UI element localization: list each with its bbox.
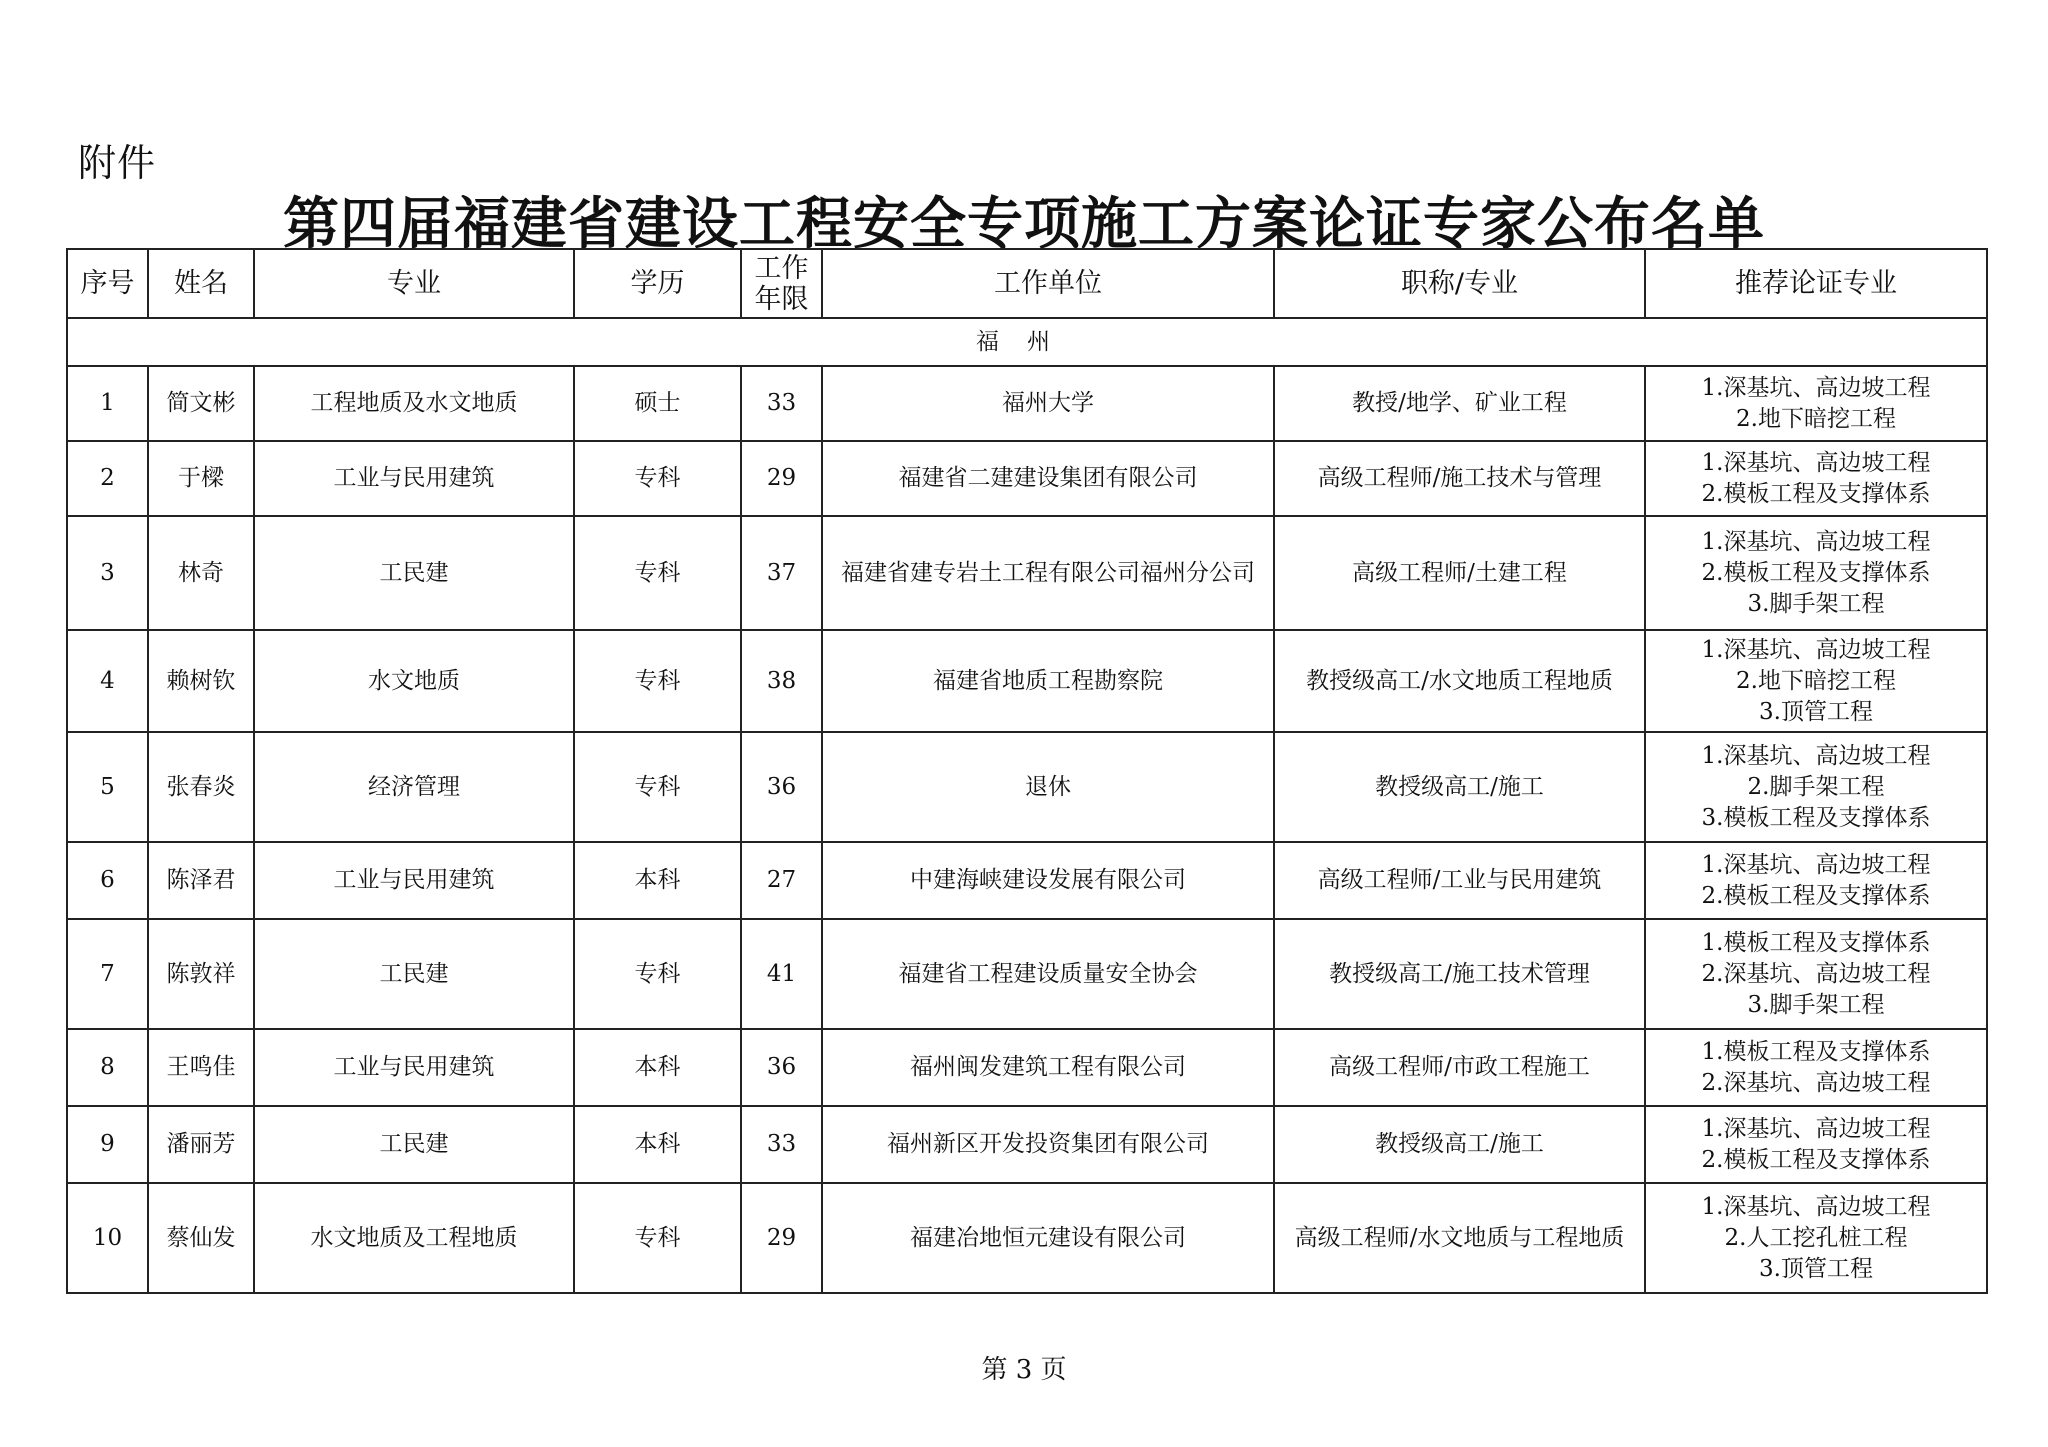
table-body	[67, 318, 1987, 1293]
cell-recommended	[1645, 732, 1987, 842]
recommended-item: 3.脚手架工程	[1747, 991, 1885, 1018]
cell-years: 33	[741, 366, 822, 441]
cell-years: 38	[741, 630, 822, 732]
table-row	[67, 1029, 1987, 1106]
cell-employer: 福建冶地恒元建设有限公司	[822, 1183, 1274, 1293]
attachment-label: 附件	[78, 141, 157, 185]
table-row	[67, 516, 1987, 630]
expert-table	[66, 248, 1988, 1294]
cell-years: 29	[741, 441, 822, 516]
cell-education: 专科	[574, 732, 741, 842]
cell-major: 工民建	[254, 1106, 574, 1183]
cell-no: 3	[67, 516, 148, 630]
cell-no: 2	[67, 441, 148, 516]
cell-education: 硕士	[574, 366, 741, 441]
cell-employer: 福建省二建建设集团有限公司	[822, 441, 1274, 516]
cell-no: 10	[67, 1183, 148, 1293]
recommended-item: 1.模板工程及支撑体系	[1701, 1038, 1931, 1065]
cell-name: 简文彬	[148, 366, 254, 441]
cell-name: 林奇	[148, 516, 254, 630]
recommended-item: 2.模板工程及支撑体系	[1701, 480, 1931, 507]
recommended-item: 2.地下暗挖工程	[1736, 405, 1896, 432]
table-row	[67, 1183, 1987, 1293]
cell-employer: 中建海峡建设发展有限公司	[822, 842, 1274, 919]
recommended-item: 2.深基坑、高边坡工程	[1701, 960, 1931, 987]
cell-major: 水文地质	[254, 630, 574, 732]
region-label: 福州	[67, 318, 1987, 366]
header-years-line1: 工作	[754, 252, 809, 284]
recommended-item: 1.深基坑、高边坡工程	[1701, 742, 1931, 769]
cell-years: 36	[741, 1029, 822, 1106]
cell-title-major: 教授/地学、矿业工程	[1274, 366, 1645, 441]
cell-no: 4	[67, 630, 148, 732]
cell-recommended	[1645, 441, 1987, 516]
cell-title-major: 高级工程师/施工技术与管理	[1274, 441, 1645, 516]
header-years	[741, 249, 822, 318]
cell-name: 张春炎	[148, 732, 254, 842]
cell-recommended	[1645, 516, 1987, 630]
header-employer: 工作单位	[822, 249, 1274, 318]
table-row	[67, 842, 1987, 919]
recommended-item: 1.深基坑、高边坡工程	[1701, 1115, 1931, 1142]
cell-major: 工民建	[254, 919, 574, 1029]
recommended-item: 1.深基坑、高边坡工程	[1701, 449, 1931, 476]
recommended-item: 1.深基坑、高边坡工程	[1701, 636, 1931, 663]
table-row	[67, 630, 1987, 732]
table-row	[67, 732, 1987, 842]
cell-recommended	[1645, 1029, 1987, 1106]
recommended-item: 2.模板工程及支撑体系	[1701, 559, 1931, 586]
cell-education: 专科	[574, 516, 741, 630]
cell-no: 8	[67, 1029, 148, 1106]
cell-recommended	[1645, 1183, 1987, 1293]
recommended-item: 3.顶管工程	[1759, 698, 1873, 725]
header-education: 学历	[574, 249, 741, 318]
cell-years: 33	[741, 1106, 822, 1183]
cell-recommended	[1645, 366, 1987, 441]
cell-education: 专科	[574, 630, 741, 732]
recommended-item: 3.脚手架工程	[1747, 590, 1885, 617]
cell-name: 潘丽芳	[148, 1106, 254, 1183]
cell-major: 工民建	[254, 516, 574, 630]
cell-title-major: 教授级高工/施工	[1274, 732, 1645, 842]
cell-no: 7	[67, 919, 148, 1029]
cell-no: 9	[67, 1106, 148, 1183]
recommended-item: 2.深基坑、高边坡工程	[1701, 1069, 1931, 1096]
header-years-line2: 年限	[754, 283, 809, 315]
cell-recommended	[1645, 919, 1987, 1029]
cell-recommended	[1645, 630, 1987, 732]
cell-major: 水文地质及工程地质	[254, 1183, 574, 1293]
recommended-item: 2.人工挖孔桩工程	[1724, 1224, 1908, 1251]
cell-title-major: 高级工程师/市政工程施工	[1274, 1029, 1645, 1106]
cell-major: 工程地质及水文地质	[254, 366, 574, 441]
cell-employer: 福州新区开发投资集团有限公司	[822, 1106, 1274, 1183]
cell-years: 41	[741, 919, 822, 1029]
cell-major: 工业与民用建筑	[254, 1029, 574, 1106]
recommended-item: 1.深基坑、高边坡工程	[1701, 851, 1931, 878]
cell-recommended	[1645, 1106, 1987, 1183]
header-no: 序号	[67, 249, 148, 318]
cell-years: 37	[741, 516, 822, 630]
recommended-item: 1.深基坑、高边坡工程	[1701, 1193, 1931, 1220]
recommended-item: 2.地下暗挖工程	[1736, 667, 1896, 694]
recommended-item: 2.脚手架工程	[1747, 773, 1885, 800]
header-title-major: 职称/专业	[1274, 249, 1645, 318]
cell-title-major: 教授级高工/施工	[1274, 1106, 1645, 1183]
cell-employer: 福州大学	[822, 366, 1274, 441]
cell-name: 陈泽君	[148, 842, 254, 919]
cell-no: 5	[67, 732, 148, 842]
table-row	[67, 441, 1987, 516]
cell-title-major: 高级工程师/工业与民用建筑	[1274, 842, 1645, 919]
region-row	[67, 318, 1987, 366]
cell-education: 专科	[574, 441, 741, 516]
cell-employer: 福建省地质工程勘察院	[822, 630, 1274, 732]
cell-major: 经济管理	[254, 732, 574, 842]
cell-employer: 福建省建专岩土工程有限公司福州分公司	[822, 516, 1274, 630]
cell-name: 赖树钦	[148, 630, 254, 732]
cell-years: 36	[741, 732, 822, 842]
cell-name: 蔡仙发	[148, 1183, 254, 1293]
cell-name: 陈敦祥	[148, 919, 254, 1029]
cell-employer: 福建省工程建设质量安全协会	[822, 919, 1274, 1029]
cell-title-major: 教授级高工/水文地质工程地质	[1274, 630, 1645, 732]
cell-education: 本科	[574, 1029, 741, 1106]
recommended-item: 1.模板工程及支撑体系	[1701, 929, 1931, 956]
header-major: 专业	[254, 249, 574, 318]
table-row	[67, 919, 1987, 1029]
cell-title-major: 高级工程师/土建工程	[1274, 516, 1645, 630]
recommended-item: 2.模板工程及支撑体系	[1701, 882, 1931, 909]
recommended-item: 1.深基坑、高边坡工程	[1701, 528, 1931, 555]
header-name: 姓名	[148, 249, 254, 318]
cell-title-major: 教授级高工/施工技术管理	[1274, 919, 1645, 1029]
table-row	[67, 1106, 1987, 1183]
cell-education: 本科	[574, 1106, 741, 1183]
recommended-item: 3.模板工程及支撑体系	[1701, 804, 1931, 831]
table-header-row	[67, 249, 1987, 318]
cell-education: 专科	[574, 919, 741, 1029]
cell-title-major: 高级工程师/水文地质与工程地质	[1274, 1183, 1645, 1293]
recommended-item: 1.深基坑、高边坡工程	[1701, 374, 1931, 401]
cell-recommended	[1645, 842, 1987, 919]
table-row	[67, 366, 1987, 441]
cell-years: 27	[741, 842, 822, 919]
document-title: 第四届福建省建设工程安全专项施工方案论证专家公布名单	[283, 191, 1765, 257]
header-recommended: 推荐论证专业	[1645, 249, 1987, 318]
cell-no: 1	[67, 366, 148, 441]
cell-education: 本科	[574, 842, 741, 919]
recommended-item: 3.顶管工程	[1759, 1255, 1873, 1282]
cell-education: 专科	[574, 1183, 741, 1293]
cell-name: 王鸣佳	[148, 1029, 254, 1106]
cell-years: 29	[741, 1183, 822, 1293]
cell-major: 工业与民用建筑	[254, 842, 574, 919]
cell-employer: 福州闽发建筑工程有限公司	[822, 1029, 1274, 1106]
recommended-item: 2.模板工程及支撑体系	[1701, 1146, 1931, 1173]
cell-name: 于樑	[148, 441, 254, 516]
page-number: 第 3 页	[981, 1355, 1067, 1385]
cell-major: 工业与民用建筑	[254, 441, 574, 516]
cell-employer: 退休	[822, 732, 1274, 842]
cell-no: 6	[67, 842, 148, 919]
